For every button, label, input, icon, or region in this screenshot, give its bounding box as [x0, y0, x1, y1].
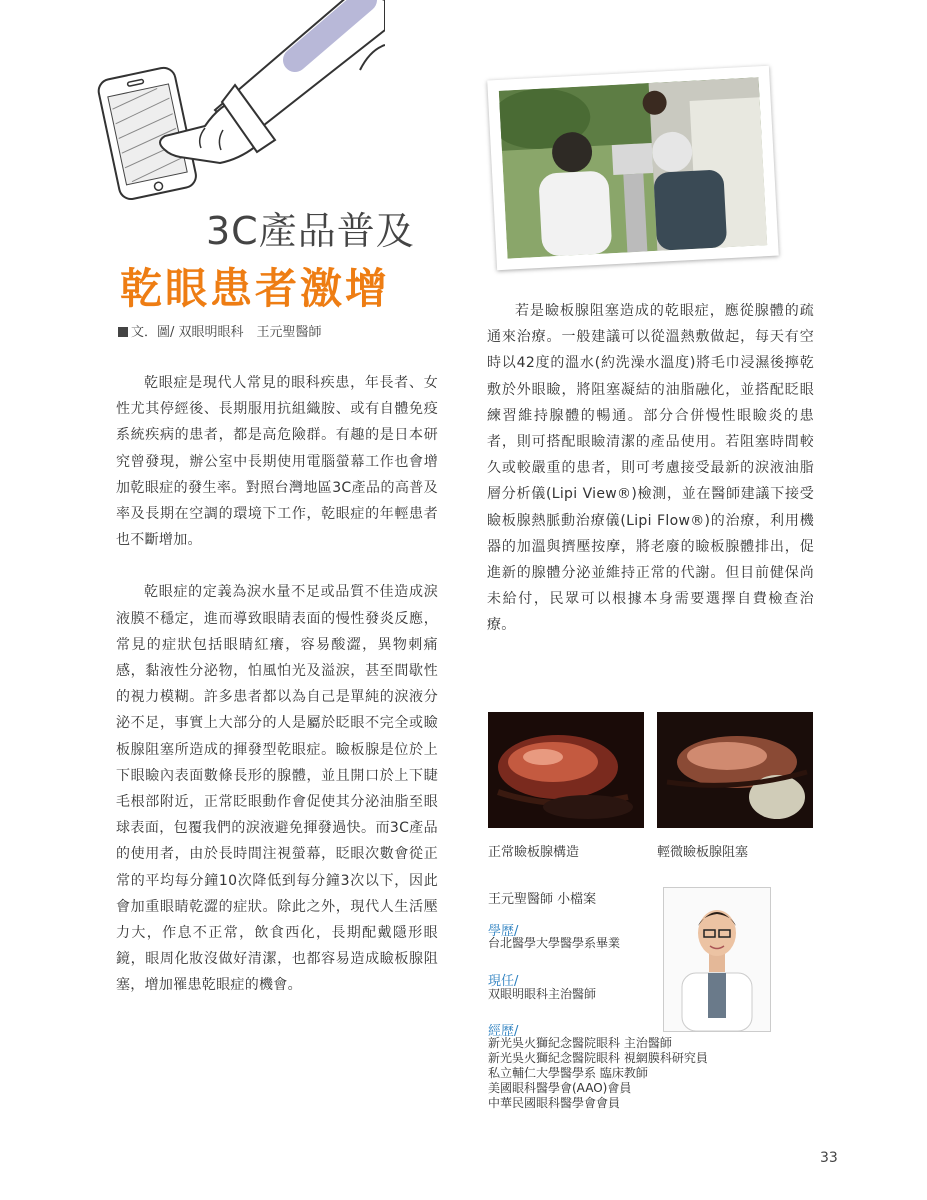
byline-text: 文．圖/ 双眼明眼科 王元聖醫師	[131, 325, 322, 340]
clinic-photo	[487, 66, 779, 270]
experience-item: 美國眼科醫學會(AAO)會員	[488, 1081, 632, 1095]
current-position-text: 双眼明眼科主治醫師	[488, 987, 597, 1001]
paragraph: 乾眼症的定義為淚水量不足或品質不佳造成淚液膜不穩定，進而導致眼睛表面的慢性發炎反應，常見的症狀包括眼睛紅癢，容易酸澀，異物刺痛感，黏液性分泌物，怕風怕光及溢淚，甚至間歇性的視力模糊。許多患者都以為自己是單純的淚液分泌不足，事實上大部分的人是屬於眨眼不完全或瞼板腺阻塞所造成的揮發型乾眼症。瞼板腺是位於上下眼瞼內表面數條長形的腺體，並且開口於上下睫毛根部附近，正常眨眼動作會促使其分泌油脂至眼球表面，包覆我們的淚液避免揮發過快。而3C產品的使用者，由於長時間注視螢幕，眨眼次數會從正常的平均每分鐘10次降低到每分鐘3次以下，因此會加重眼睛乾澀的症狀。除此之外，現代人生活壓力大，作息不正常，飲食西化，長期配戴隱形眼鏡，眼周化妝沒做好清潔，也都容易造成瞼板腺阻塞，增加罹患乾眼症的機會。	[116, 584, 438, 994]
caption-normal-gland: 正常瞼板腺構造	[488, 845, 580, 860]
normal-meibomian-gland-image	[488, 712, 644, 828]
experience-heading: 經歷/	[488, 1024, 519, 1039]
page-number: 33	[820, 1150, 838, 1166]
article-title-line1: 3C產品普及	[206, 209, 415, 253]
experience-item: 中華民國眼科醫學會會員	[488, 1096, 621, 1110]
experience-item: 私立輔仁大學醫學系 臨床教師	[488, 1066, 648, 1080]
right-column	[487, 298, 814, 639]
blocked-meibomian-gland-image	[657, 712, 813, 828]
experience-item: 新光吳火獅紀念醫院眼科 主治醫師	[488, 1036, 672, 1050]
byline	[118, 321, 322, 340]
experience-item: 新光吳火獅紀念醫院眼科 視網膜科研究員	[488, 1051, 708, 1065]
article-title-line2: 乾眼患者激增	[120, 264, 391, 313]
square-bullet-icon	[118, 327, 128, 337]
paragraph: 若是瞼板腺阻塞造成的乾眼症，應從腺體的疏通來治療。一般建議可以從溫熱敷做起，每天有空時以42度的溫水(約洗澡水溫度)將毛巾浸濕後擰乾敷於外眼瞼，將阻塞凝結的油脂融化，並搭配眨眼練習維持腺體的暢通。部分合併慢性眼瞼炎的患者，則可搭配眼瞼清潔的產品使用。若阻塞時間較久或較嚴重的患者，則可考慮接受最新的淚液油脂層分析儀(Lipi View®)檢測，並在醫師建議下接受瞼板腺熱脈動治療儀(Lipi Flow®)的治療，利用機器的加溫與擠壓按摩，將老廢的瞼板腺體排出，促進新的腺體分泌並維持正常的代謝。但目前健保尚未給付，民眾可以根據本身需要選擇自費檢查治療。	[487, 303, 814, 634]
paragraph: 乾眼症是現代人常見的眼科疾患，年長者、女性尤其停經後、長期服用抗組織胺、或有自體免疫系統疾病的患者，都是高危險群。有趣的是日本研究曾發現，辦公室中長期使用電腦螢幕工作也會增加乾眼症的發生率。對照台灣地區3C產品的高普及率及長期在空調的環境下工作，乾眼症的年輕患者也不斷增加。	[116, 375, 438, 549]
hand-phone-illustration	[95, 0, 385, 210]
doctor-portrait	[663, 887, 771, 1032]
education-heading: 學歷/	[488, 924, 519, 939]
education-text: 台北醫學大學醫學系畢業	[488, 936, 621, 950]
experience-list	[488, 1036, 708, 1111]
caption-blocked-gland: 輕微瞼板腺阻塞	[657, 845, 749, 860]
left-column	[116, 370, 438, 999]
profile-title: 王元聖醫師 小檔案	[488, 892, 597, 907]
current-position-heading: 現任/	[488, 974, 519, 989]
